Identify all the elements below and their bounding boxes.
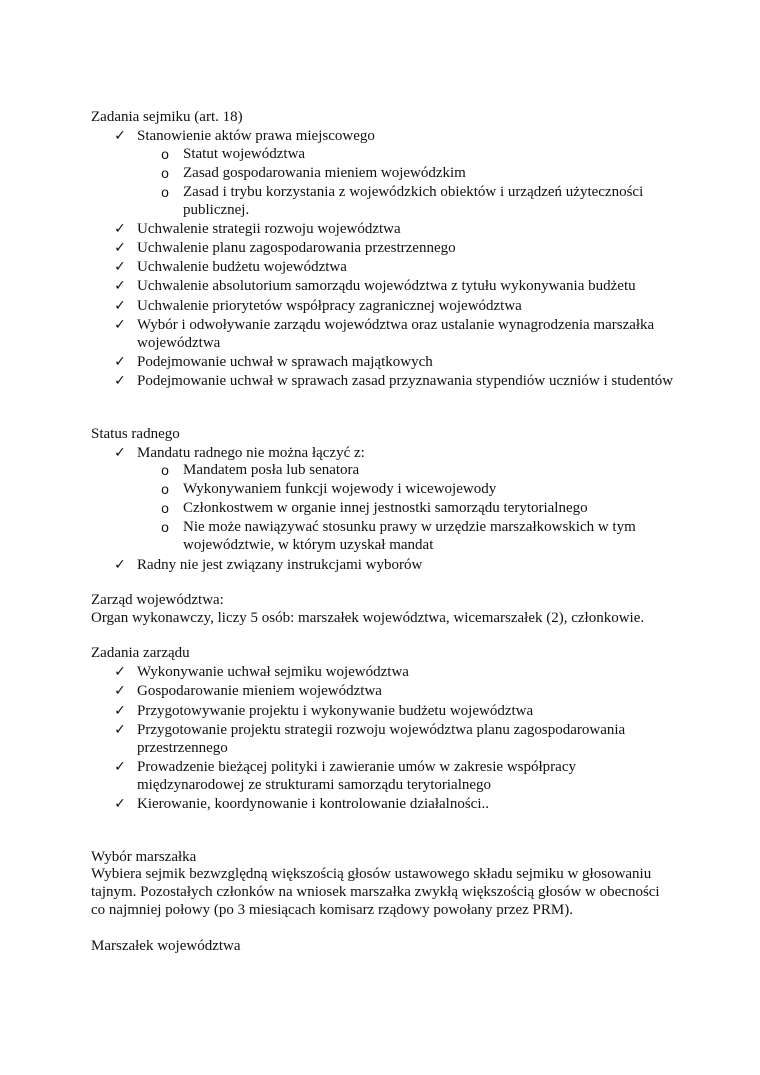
section-heading-zarzad: Zarząd województwa: — [91, 592, 224, 608]
paragraph-wybor-marszalka: Wybiera sejmik bezwzględną większością głosów ustawowego składu sejmiku w głosowaniu tajnym. Pozostałych członków na wniosek marszałka zwykłą większością głosów w obecności co najmniej połowy (po 3 miesiącach komisarz rządowy powołany przez PRM). — [91, 866, 660, 918]
hollow-bullet-icon: o — [161, 146, 169, 162]
check-mark-icon: ✓ — [114, 221, 126, 237]
hollow-bullet-icon: o — [161, 481, 169, 497]
hollow-bullet-icon: o — [161, 519, 169, 535]
list-item: Uchwalenie priorytetów współpracy zagranicznej województwa — [137, 298, 522, 314]
sub-list-item: Wykonywaniem funkcji wojewody i wicewojewody — [183, 481, 497, 497]
list-item: Uchwalenie absolutorium samorządu województwa z tytułu wykonywania budżetu — [137, 278, 636, 294]
hollow-bullet-icon: o — [161, 165, 169, 181]
list-item: Uchwalenie budżetu województwa — [137, 259, 347, 275]
list-item: Kierowanie, koordynowanie i kontrolowanie działalności.. — [137, 796, 489, 812]
list-item: Mandatu radnego nie można łączyć z: — [137, 445, 365, 461]
hollow-bullet-icon: o — [161, 462, 169, 478]
list-item: Radny nie jest związany instrukcjami wyborów — [137, 557, 423, 573]
check-mark-icon: ✓ — [114, 796, 126, 812]
section-heading-wybor-marszalka: Wybór marszałka — [91, 849, 197, 865]
check-mark-icon: ✓ — [114, 317, 126, 333]
check-mark-icon: ✓ — [114, 298, 126, 314]
check-mark-icon: ✓ — [114, 703, 126, 719]
check-mark-icon: ✓ — [114, 759, 126, 775]
list-item: Przygotowywanie projektu i wykonywanie budżetu województwa — [137, 703, 534, 719]
list-item: Uchwalenie strategii rozwoju województwa — [137, 221, 401, 237]
list-item: Uchwalenie planu zagospodarowania przestrzennego — [137, 240, 456, 256]
sub-list-item: Zasad gospodarowania mieniem wojewódzkim — [183, 165, 466, 181]
check-mark-icon: ✓ — [114, 354, 126, 370]
check-mark-icon: ✓ — [114, 240, 126, 256]
check-mark-icon: ✓ — [114, 722, 126, 738]
list-item: Podejmowanie uchwał w sprawach majątkowych — [137, 354, 433, 370]
list-item: Wykonywanie uchwał sejmiku województwa — [137, 664, 409, 680]
sub-list-item: Nie może nawiązywać stosunku prawy w urzędzie marszałkowskich w tym województwie, w którym uzyskał mandat — [183, 519, 636, 553]
hollow-bullet-icon: o — [161, 184, 169, 200]
list-item: Przygotowanie projektu strategii rozwoju województwa planu zagospodarowania przestrzennego — [137, 722, 626, 756]
paragraph-zarzad: Organ wykonawczy, liczy 5 osób: marszałek województwa, wicemarszałek (2), członkowie. — [91, 610, 645, 626]
section-heading-status-radnego: Status radnego — [91, 426, 180, 442]
check-mark-icon: ✓ — [114, 259, 126, 275]
sub-list-item: Zasad i trybu korzystania z wojewódzkich obiektów i urządzeń użyteczności publicznej. — [183, 184, 644, 218]
section-heading-zadania-sejmiku: Zadania sejmiku (art. 18) — [91, 109, 243, 125]
check-mark-icon: ✓ — [114, 278, 126, 294]
list-item: Stanowienie aktów prawa miejscowego — [137, 128, 375, 144]
sub-list-item: Statut województwa — [183, 146, 306, 162]
check-mark-icon: ✓ — [114, 373, 126, 389]
section-heading-zadania-zarzadu: Zadania zarządu — [91, 645, 190, 661]
hollow-bullet-icon: o — [161, 500, 169, 516]
check-mark-icon: ✓ — [114, 683, 126, 699]
sub-list-item: Członkostwem w organie innej jestnostki samorządu terytorialnego — [183, 500, 588, 516]
check-mark-icon: ✓ — [114, 557, 126, 573]
list-item: Wybór i odwoływanie zarządu województwa oraz ustalanie wynagrodzenia marszałka województwa — [137, 317, 655, 351]
check-mark-icon: ✓ — [114, 128, 126, 144]
check-mark-icon: ✓ — [114, 445, 126, 461]
list-item: Podejmowanie uchwał w sprawach zasad przyznawania stypendiów uczniów i studentów — [137, 373, 674, 389]
list-item: Gospodarowanie mieniem województwa — [137, 683, 382, 699]
list-item: Prowadzenie bieżącej polityki i zawieranie umów w zakresie współpracy międzynarodowej ze strukturami samorządu terytorialnego — [137, 759, 576, 793]
sub-list-item: Mandatem posła lub senatora — [183, 462, 360, 478]
section-heading-marszalek: Marszałek województwa — [91, 938, 241, 954]
check-mark-icon: ✓ — [114, 664, 126, 680]
